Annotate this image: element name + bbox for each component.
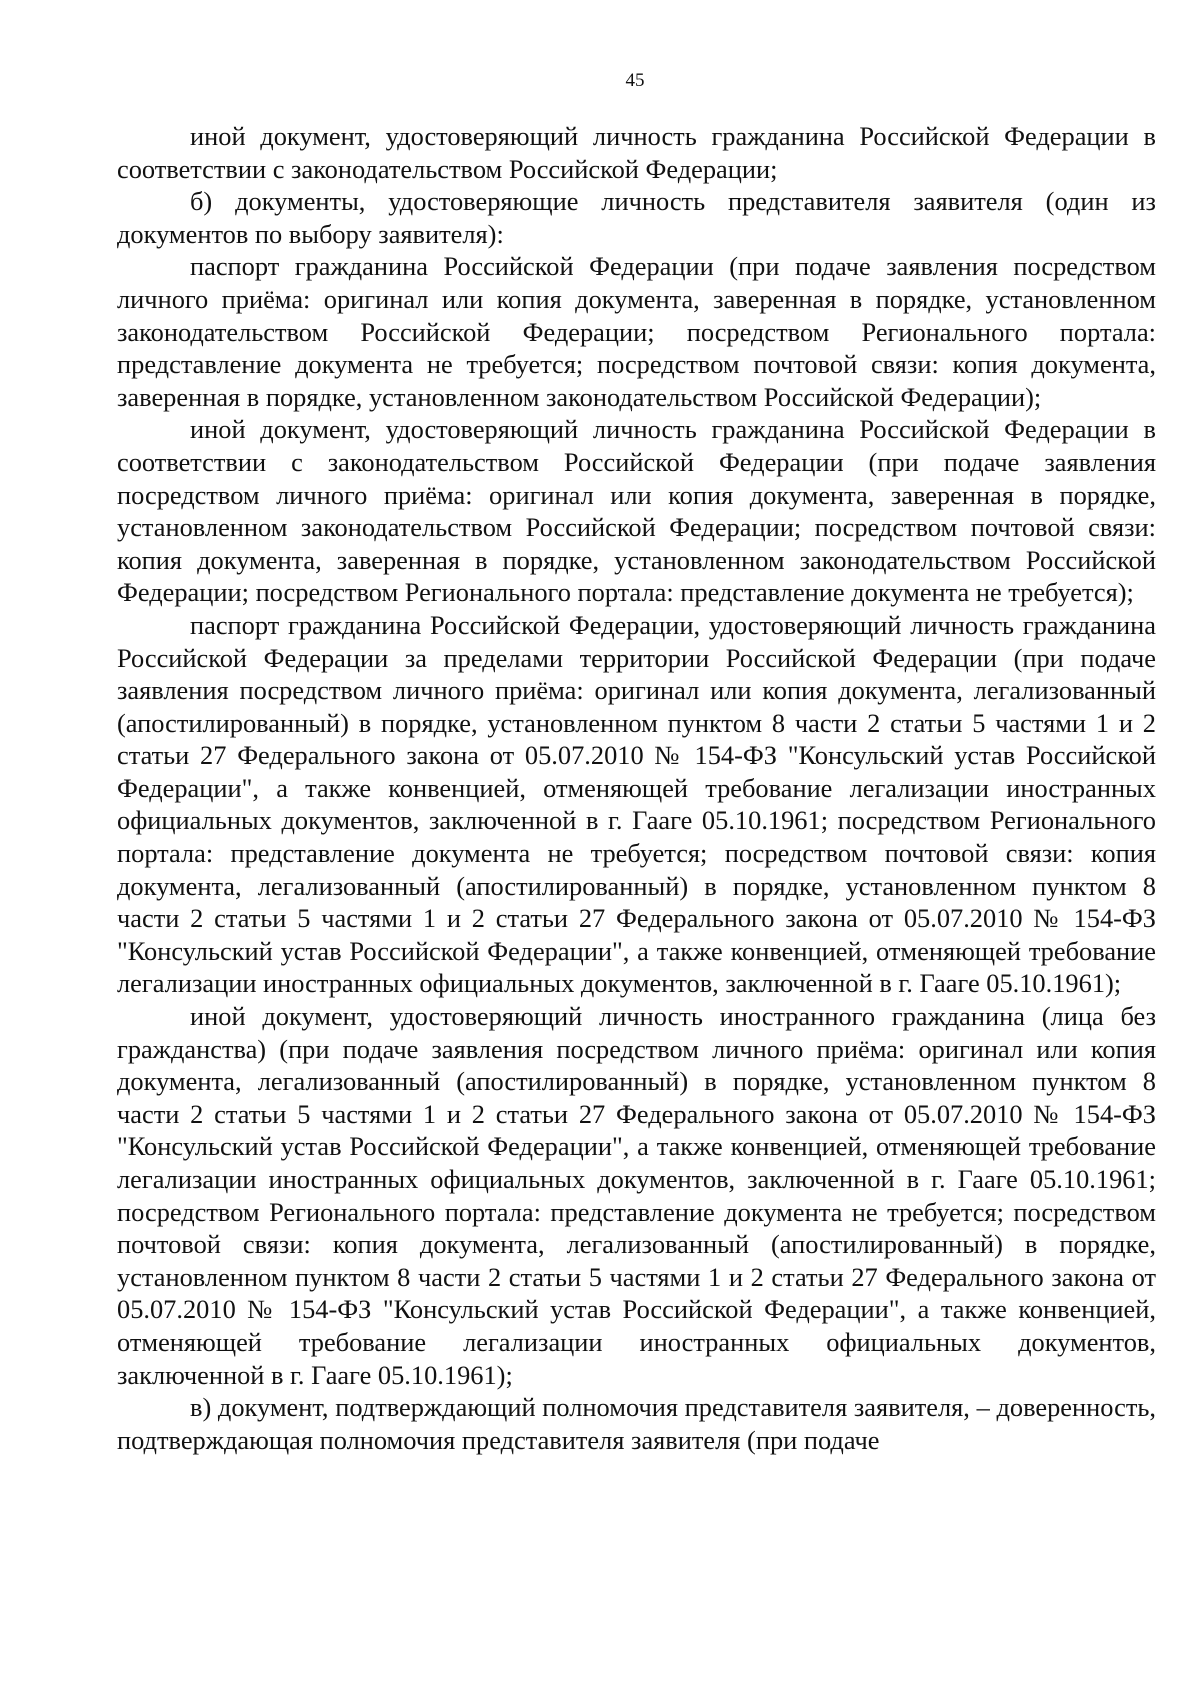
document-body <box>117 120 1156 1456</box>
paragraph-item-v-power-of-attorney: в) документ, подтверждающий полномочия представителя заявителя, – доверенность, подтверждающая полномочия представителя заявителя (при подаче <box>117 1392 1156 1455</box>
paragraph-item-b-representative-docs: б) документы, удостоверяющие личность представителя заявителя (один из документов по выбору заявителя): <box>117 186 1156 249</box>
paragraph-foreign-passport-rf: паспорт гражданина Российской Федерации, удостоверяющий личность гражданина Российской Федерации за пределами территории Российской Федерации (при подаче заявления посредством личного приёма: оригинал или копия документа, легализованный (апостилированный) в порядке, установленном пунктом 8 части 2 статьи 5 частями 1 и 2 статьи 27 Федерального закона от 05.07.2010 № 154-ФЗ "Консульский устав Российской Федерации", а также конвенцией, отменяющей требование легализации иностранных официальных документов, заключенной в г. Гааге 05.10.1961; посредством Регионального портала: представление документа не требуется; посредством почтовой связи: копия документа, легализованный (апостилированный) в порядке, установленном пунктом 8 части 2 статьи 5 частями 1 и 2 статьи 27 Федерального закона от 05.07.2010 № 154-ФЗ "Консульский устав Российской Федерации", а также конвенцией, отменяющей требование легализации иностранных официальных документов, заключенной в г. Гааге 05.10.1961); <box>117 609 1156 999</box>
paragraph-passport-rf: паспорт гражданина Российской Федерации (при подаче заявления посредством личного приёма: оригинал или копия документа, заверенная в порядке, установленном законодательством Российской Федерации; посредством Регионального портала: представление документа не требуется; посредством почтовой связи: копия документа, заверенная в порядке, установленном законодательством Российской Федерации); <box>117 251 1156 412</box>
paragraph-foreign-citizen-id: иной документ, удостоверяющий личность иностранного гражданина (лица без гражданства) (при подаче заявления посредством личного приёма: оригинал или копия документа, легализованный (апостилированный) в порядке, установленном пунктом 8 части 2 статьи 5 частями 1 и 2 статьи 27 Федерального закона от 05.07.2010 № 154-ФЗ "Консульский устав Российской Федерации", а также конвенцией, отменяющей требование легализации иностранных официальных документов, заключенной в г. Гааге 05.10.1961; посредством Регионального портала: представление документа не требуется; посредством почтовой связи: копия документа, легализованный (апостилированный) в порядке, установленном пунктом 8 части 2 статьи 5 частями 1 и 2 статьи 27 Федерального закона от 05.07.2010 № 154-ФЗ "Консульский устав Российской Федерации", а также конвенцией, отменяющей требование легализации иностранных официальных документов, заключенной в г. Гааге 05.10.1961); <box>117 1001 1156 1390</box>
page-number: 45 <box>625 70 645 91</box>
paragraph-other-citizen-id: иной документ, удостоверяющий личность гражданина Российской Федерации в соответствии с законодательством Российской Федерации; <box>117 121 1156 184</box>
paragraph-other-rf-document: иной документ, удостоверяющий личность гражданина Российской Федерации в соответствии с законодательством Российской Федерации (при подаче заявления посредством личного приёма: оригинал или копия документа, заверенная в порядке, установленном законодательством Российской Федерации; посредством почтовой связи: копия документа, заверенная в порядке, установленном законодательством Российской Федерации; посредством Регионального портала: представление документа не требуется); <box>117 414 1156 608</box>
